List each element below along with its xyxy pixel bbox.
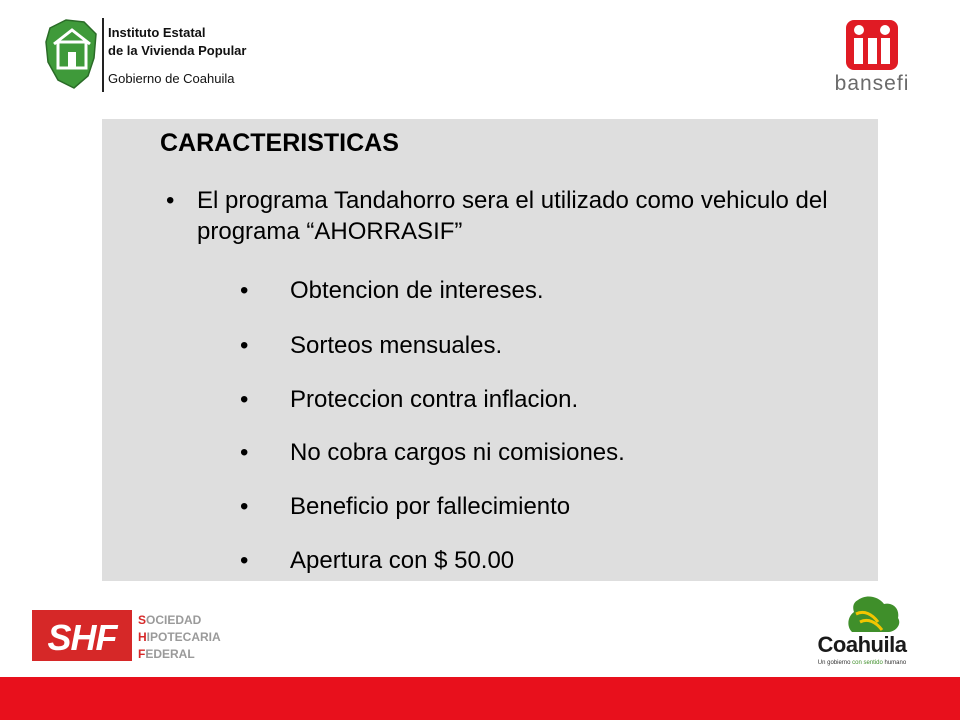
intro-bullet bbox=[166, 185, 866, 247]
shf-logo bbox=[32, 610, 132, 661]
bansefi-icon bbox=[826, 18, 918, 72]
coahuila-logo bbox=[812, 592, 912, 672]
bullet-dot: • bbox=[240, 386, 249, 413]
slide-title: CARACTERISTICAS bbox=[160, 129, 399, 157]
coahuila-wordmark: Coahuila bbox=[817, 632, 907, 657]
shf-word-3: FEDERAL bbox=[138, 647, 195, 661]
list-item bbox=[240, 330, 502, 361]
bottom-red-band bbox=[0, 677, 960, 720]
bullet-dot: • bbox=[240, 547, 249, 574]
list-item-text: Apertura con $ 50.00 bbox=[290, 547, 515, 574]
coahuila-emblem-icon bbox=[812, 592, 912, 636]
list-item-text: Obtencion de intereses. bbox=[290, 277, 544, 304]
list-item bbox=[240, 384, 578, 415]
list-item bbox=[240, 437, 625, 468]
bullet-dot: • bbox=[240, 493, 249, 520]
list-item-text: Proteccion contra inflacion. bbox=[290, 386, 579, 413]
shf-word-1: SOCIEDAD bbox=[138, 613, 202, 627]
intro-text: El programa Tandahorro sera el utilizado como vehiculo del programa “AHORRASIF” bbox=[197, 187, 828, 245]
bullet-dot: • bbox=[240, 332, 249, 359]
list-item bbox=[240, 491, 570, 522]
shf-letters: SHF bbox=[47, 617, 117, 658]
bullet-dot: • bbox=[166, 187, 175, 214]
bullet-dot: • bbox=[240, 439, 249, 466]
bansefi-wordmark: bansefi bbox=[834, 72, 910, 95]
header-divider bbox=[102, 18, 104, 92]
iev-logo-icon bbox=[44, 18, 100, 90]
institute-name bbox=[108, 24, 246, 88]
institute-line2: de la Vivienda Popular bbox=[108, 43, 247, 58]
shf-word-2: HIPOTECARIA bbox=[138, 630, 221, 644]
institute-line1: Instituto Estatal bbox=[108, 25, 206, 40]
list-item bbox=[240, 275, 544, 306]
list-item bbox=[240, 545, 514, 576]
bansefi-logo bbox=[826, 18, 918, 98]
bullet-dot: • bbox=[240, 277, 249, 304]
list-item-text: No cobra cargos ni comisiones. bbox=[290, 439, 625, 466]
coahuila-slogan: Un gobierno con sentido humano bbox=[817, 660, 907, 666]
shf-wordmark bbox=[138, 612, 221, 663]
list-item-text: Sorteos mensuales. bbox=[290, 332, 503, 359]
institute-line3: Gobierno de Coahuila bbox=[108, 71, 235, 86]
list-item-text: Beneficio por fallecimiento bbox=[290, 493, 571, 520]
content-panel bbox=[102, 119, 878, 581]
